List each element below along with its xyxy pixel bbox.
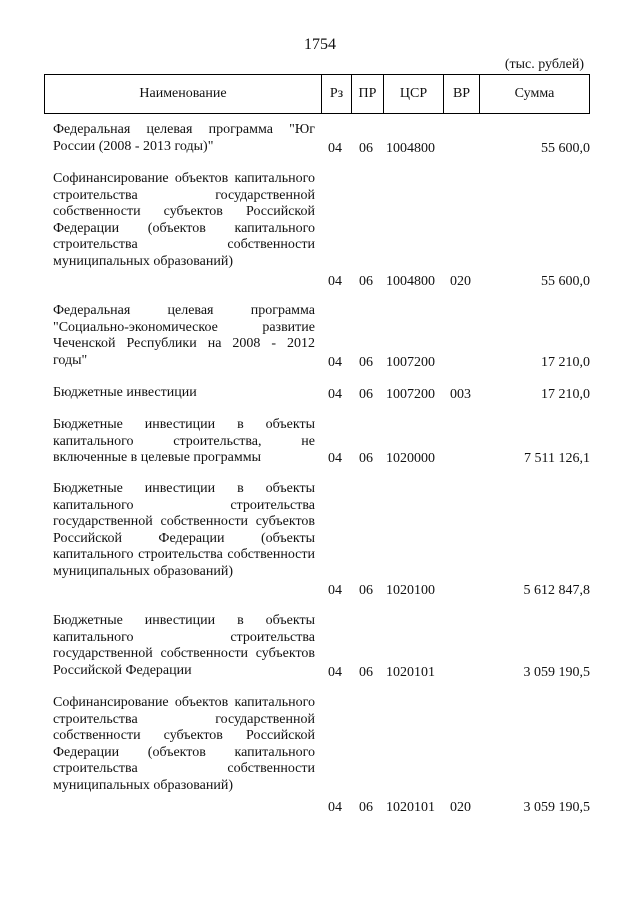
row-rz: 04	[328, 800, 342, 815]
row-pr: 06	[359, 665, 373, 680]
table-row	[44, 613, 590, 681]
row-sum: 5 612 847,8	[523, 583, 590, 598]
table-row	[44, 695, 590, 816]
row-csr: 1007200	[386, 387, 435, 402]
row-sum: 7 511 126,1	[524, 451, 590, 466]
row-sum: 55 600,0	[541, 274, 590, 289]
row-name: Федеральная целевая программа "Социально-экономическое развитие Чеченской Республики на 2008 - 2012 годы"	[53, 303, 315, 368]
row-sum: 17 210,0	[541, 355, 590, 370]
row-csr: 1004800	[386, 141, 435, 156]
row-pr: 06	[359, 387, 373, 402]
row-pr: 06	[359, 583, 373, 598]
row-name: Бюджетные инвестиции в объекты капитального строительства государственной собственности субъектов Российской Федерации (объекты капитального строительства собственности муниципальных образований)	[53, 481, 315, 579]
table-row	[44, 481, 590, 599]
row-rz: 04	[328, 387, 342, 402]
row-sum: 3 059 190,5	[523, 800, 590, 815]
table-header	[44, 74, 590, 114]
row-name: Бюджетные инвестиции в объекты капитального строительства, не включенные в целевые программы	[53, 417, 315, 466]
row-name: Софинансирование объектов капитального строительства государственной собственности субъектов Российской Федерации (объектов капитального строительства собственности муниципальных образований)	[53, 171, 315, 269]
row-rz: 04	[328, 141, 342, 156]
row-rz: 04	[328, 355, 342, 370]
row-pr: 06	[359, 800, 373, 815]
header-pr: ПР	[351, 75, 383, 113]
row-sum: 17 210,0	[541, 387, 590, 402]
row-csr: 1020100	[386, 583, 435, 598]
header-rz: Рз	[321, 75, 351, 113]
row-csr: 1007200	[386, 355, 435, 370]
row-name: Бюджетные инвестиции	[53, 385, 197, 400]
row-rz: 04	[328, 451, 342, 466]
table-row	[44, 417, 590, 467]
row-csr: 1020101	[386, 800, 435, 815]
table-row	[44, 171, 590, 290]
row-rz: 04	[328, 583, 342, 598]
table-row	[44, 122, 590, 157]
row-name: Бюджетные инвестиции в объекты капитального строительства государственной собственности субъектов Российской Федерации	[53, 613, 315, 678]
row-pr: 06	[359, 451, 373, 466]
units-note: (тыс. рублей)	[504, 57, 584, 72]
row-pr: 06	[359, 274, 373, 289]
row-pr: 06	[359, 355, 373, 370]
row-csr: 1020101	[386, 665, 435, 680]
row-vr: 020	[450, 274, 471, 289]
table-row	[44, 303, 590, 371]
row-pr: 06	[359, 141, 373, 156]
table-row	[44, 385, 590, 403]
row-vr: 020	[450, 800, 471, 815]
row-name: Федеральная целевая программа "Юг России (2008 - 2013 годы)"	[53, 122, 315, 154]
row-sum: 55 600,0	[541, 141, 590, 156]
row-csr: 1020000	[386, 451, 435, 466]
header-csr: ЦСР	[383, 75, 443, 113]
row-rz: 04	[328, 274, 342, 289]
row-rz: 04	[328, 665, 342, 680]
header-sum: Сумма	[479, 75, 590, 113]
row-csr: 1004800	[386, 274, 435, 289]
row-sum: 3 059 190,5	[523, 665, 590, 680]
row-name: Софинансирование объектов капитального строительства государственной собственности субъектов Российской Федерации (объектов капитального строительства собственности муниципальных образований)	[53, 695, 315, 793]
header-vr: ВР	[443, 75, 479, 113]
page-number: 1754	[304, 36, 336, 53]
row-vr: 003	[450, 387, 471, 402]
header-name: Наименование	[44, 75, 321, 113]
